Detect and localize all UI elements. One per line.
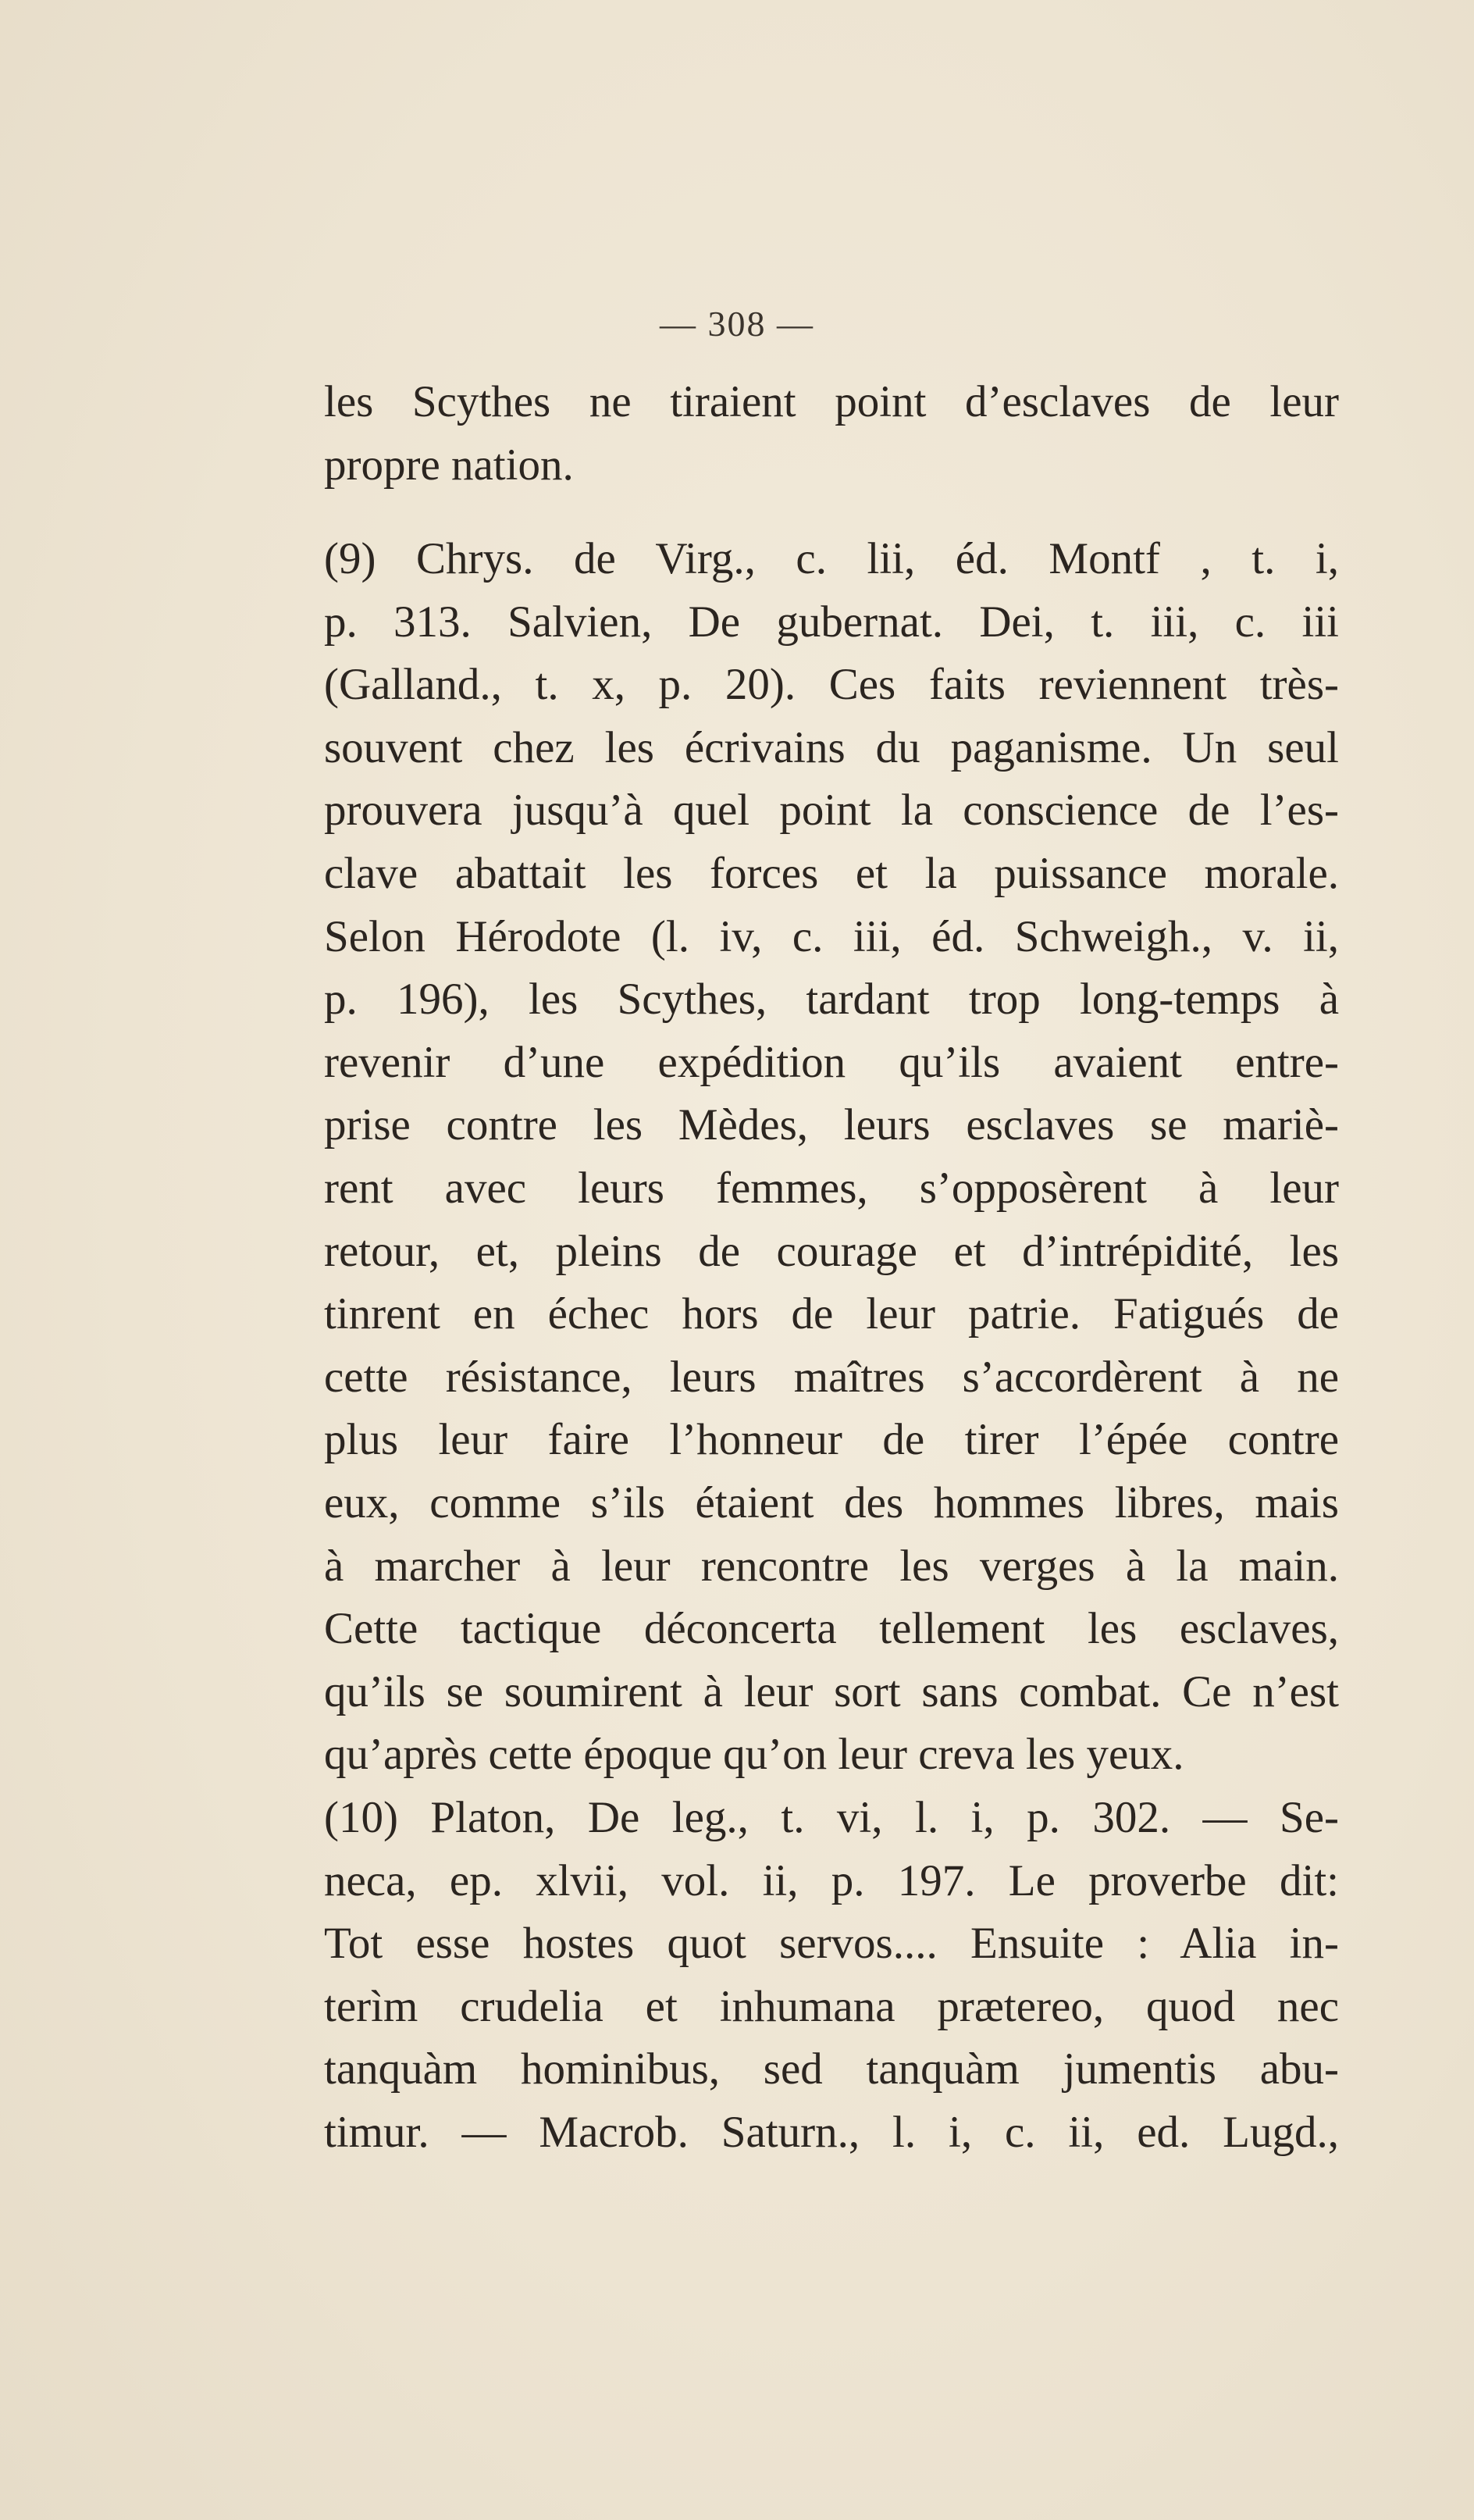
text-line: Cette tactique déconcerta tellement les esclaves, — [324, 1604, 1339, 1654]
text-line: eux, comme s’ils étaient des hommes libres, mais — [324, 1477, 1339, 1527]
page-number: — 308 — — [660, 304, 814, 344]
text-line: qu’ils se soumirent à leur sort sans combat. Ce n’est — [324, 1666, 1339, 1716]
text-line: revenir d’une expédition qu’ils avaient entre- — [324, 1037, 1339, 1087]
text-line: souvent chez les écrivains du paganisme. Un seul — [324, 722, 1339, 772]
text-line: plus leur faire l’honneur de tirer l’épée contre — [324, 1415, 1339, 1465]
text-line: neca, ep. xlvii, vol. ii, p. 197. Le proverbe dit: — [324, 1855, 1339, 1905]
text-line: clave abattait les forces et la puissance morale. — [324, 848, 1339, 898]
text-line: (Galland., t. x, p. 20). Ces faits reviennent très- — [324, 660, 1339, 710]
text-line: p. 313. Salvien, De gubernat. Dei, t. iii, c. iii — [324, 597, 1339, 647]
footnote-10 — [324, 1787, 1339, 2165]
text-line: terìm crudelia et inhumana prætereo, quod nec — [324, 1981, 1339, 2031]
text-line: (9) Chrys. de Virg., c. lii, éd. Montf , t. i, — [324, 534, 1339, 583]
text-line: retour, et, pleins de courage et d’intrépidité, les — [324, 1226, 1339, 1276]
text-line: les Scythes ne tiraient point d’esclaves de leur — [324, 377, 1339, 426]
paragraph-continuation — [324, 371, 1339, 497]
text-line: prise contre les Mèdes, leurs esclaves se mariè- — [324, 1100, 1339, 1150]
text-line: à marcher à leur rencontre les verges à la main. — [324, 1541, 1339, 1591]
text-line: Selon Hérodote (l. iv, c. iii, éd. Schweigh., v. ii, — [324, 911, 1339, 961]
text-line: propre nation. — [324, 440, 574, 490]
text-line: prouvera jusqu’à quel point la conscience de l’es- — [324, 786, 1339, 836]
text-line: p. 196), les Scythes, tardant trop long-temps à — [324, 975, 1339, 1025]
text-line: tinrent en échec hors de leur patrie. Fatigués de — [324, 1289, 1339, 1339]
text-line: timur. — Macrob. Saturn., l. i, c. ii, ed. Lugd., — [324, 2107, 1339, 2157]
text-line: Tot esse hostes quot servos.... Ensuite : Alia in- — [324, 1919, 1339, 1969]
text-line: qu’après cette époque qu’on leur creva les yeux. — [324, 1730, 1184, 1780]
text-line: tanquàm hominibus, sed tanquàm jumentis abu- — [324, 2044, 1339, 2094]
text-line: cette résistance, leurs maîtres s’accordèrent à ne — [324, 1352, 1339, 1402]
footnote-9 — [324, 528, 1339, 1787]
text-line: rent avec leurs femmes, s’opposèrent à leur — [324, 1163, 1339, 1213]
text-line: (10) Platon, De leg., t. vi, l. i, p. 302. — Se- — [324, 1793, 1339, 1842]
